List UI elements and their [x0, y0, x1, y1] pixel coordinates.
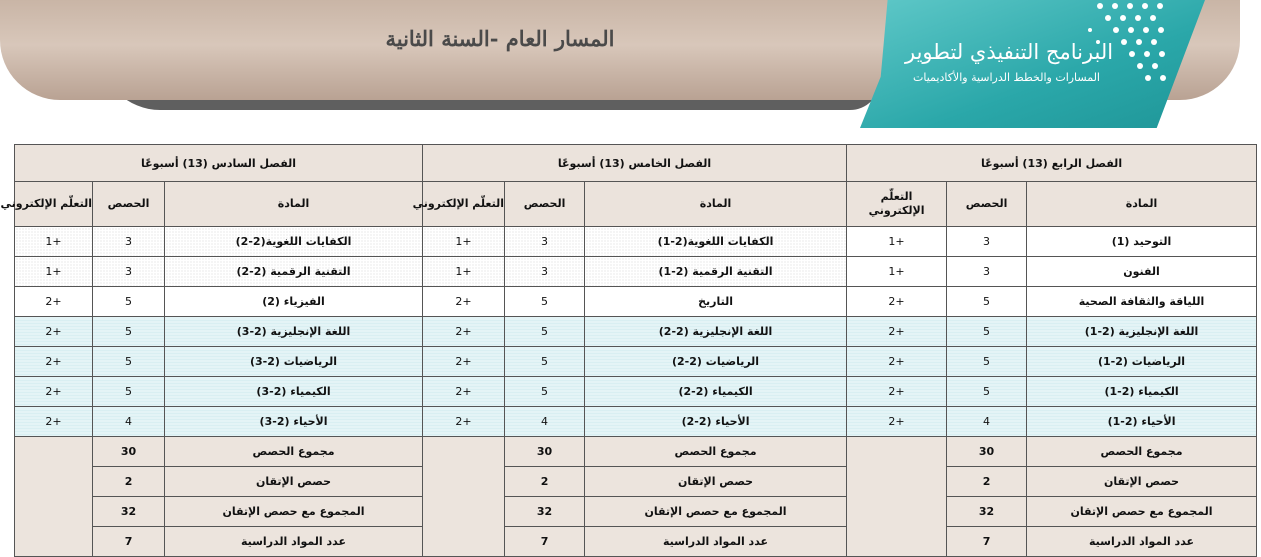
s6-subject-header: المادة: [165, 182, 423, 227]
s4-elearn: +1: [847, 227, 947, 257]
s5-periods: 5: [505, 377, 585, 407]
s6-summary-label: المجموع مع حصص الإتقان: [165, 497, 423, 527]
s6-periods: 3: [93, 227, 165, 257]
s4-subject: التوحيد (1): [1027, 227, 1257, 257]
s5-elearn: +1: [423, 227, 505, 257]
s5-periods: 4: [505, 407, 585, 437]
s5-elearn: +2: [423, 377, 505, 407]
table-row: [15, 407, 1257, 437]
s6-subject: التقنية الرقمية (2-2): [165, 257, 423, 287]
s5-periods-header: الحصص: [505, 182, 585, 227]
s5-summary-label: المجموع مع حصص الإتقان: [585, 497, 847, 527]
s4-summary-label: مجموع الحصص: [1027, 437, 1257, 467]
s6-elearn: +2: [15, 407, 93, 437]
s4-subject: اللياقة والثقافة الصحية: [1027, 287, 1257, 317]
summary-row: [15, 437, 1257, 467]
s5-elearn: +2: [423, 347, 505, 377]
s5-summary-label: عدد المواد الدراسية: [585, 527, 847, 557]
logo-subtitle: المسارات والخطط الدراسية والأكاديميات: [913, 71, 1100, 84]
s6-subject: الكيمياء (2-3): [165, 377, 423, 407]
s5-elearn-header: التعلّم الإلكتروني: [423, 182, 505, 227]
semester-4-title: الفصل الرابع (13) أسبوعًا: [847, 145, 1257, 182]
s5-periods: 5: [505, 317, 585, 347]
s5-subject: الكيمياء (2-2): [585, 377, 847, 407]
semester-6-title: الفصل السادس (13) أسبوعًا: [15, 145, 423, 182]
s6-summary-value: 30: [93, 437, 165, 467]
table-row: [15, 317, 1257, 347]
s6-summary-label: حصص الإتقان: [165, 467, 423, 497]
column-header-row: [15, 182, 1257, 227]
s4-periods: 5: [947, 377, 1027, 407]
s4-subject: الكيمياء (2-1): [1027, 377, 1257, 407]
s5-subject: اللغة الإنجليزية (2-2): [585, 317, 847, 347]
s5-elearn: +2: [423, 407, 505, 437]
s4-elearn-header-line1: التعلّم: [880, 190, 913, 203]
s6-elearn: +1: [15, 257, 93, 287]
s5-summary-blank: [423, 437, 505, 557]
s5-summary-value: 7: [505, 527, 585, 557]
s4-summary-blank: [847, 437, 947, 557]
s6-subject: اللغة الإنجليزية (2-3): [165, 317, 423, 347]
semester-5-title: الفصل الخامس (13) أسبوعًا: [423, 145, 847, 182]
s5-elearn: +2: [423, 287, 505, 317]
s5-subject: التقنية الرقمية (2-1): [585, 257, 847, 287]
s4-periods: 4: [947, 407, 1027, 437]
s4-elearn: +2: [847, 317, 947, 347]
s4-periods: 3: [947, 257, 1027, 287]
s4-elearn: +1: [847, 257, 947, 287]
s6-summary-value: 32: [93, 497, 165, 527]
s5-periods: 5: [505, 347, 585, 377]
s5-periods: 5: [505, 287, 585, 317]
s4-periods: 5: [947, 347, 1027, 377]
s6-subject: الرياضيات (2-3): [165, 347, 423, 377]
s6-elearn: +1: [15, 227, 93, 257]
s4-periods: 3: [947, 227, 1027, 257]
s4-elearn: +2: [847, 377, 947, 407]
table-row: [15, 257, 1257, 287]
s5-summary-value: 30: [505, 437, 585, 467]
s6-periods-header: الحصص: [93, 182, 165, 227]
s6-summary-label: مجموع الحصص: [165, 437, 423, 467]
s5-subject: التاريخ: [585, 287, 847, 317]
summary-row: [15, 527, 1257, 557]
table-row: [15, 227, 1257, 257]
table-row: [15, 347, 1257, 377]
s4-summary-label: المجموع مع حصص الإتقان: [1027, 497, 1257, 527]
page-title: المسار العام -السنة الثانية: [385, 26, 615, 51]
s5-elearn: +1: [423, 257, 505, 287]
s6-summary-value: 2: [93, 467, 165, 497]
s6-subject: الأحياء (2-3): [165, 407, 423, 437]
s4-subject: الفنون: [1027, 257, 1257, 287]
s6-periods: 3: [93, 257, 165, 287]
logo-title: البرنامج التنفيذي لتطوير: [905, 40, 1114, 64]
s4-subject: اللغة الإنجليزية (2-1): [1027, 317, 1257, 347]
s4-periods: 5: [947, 317, 1027, 347]
s5-subject: الأحياء (2-2): [585, 407, 847, 437]
s5-subject-header: المادة: [585, 182, 847, 227]
s6-periods: 5: [93, 377, 165, 407]
s4-elearn: +2: [847, 347, 947, 377]
s6-subject: الفيزياء (2): [165, 287, 423, 317]
s4-subject: الرياضيات (2-1): [1027, 347, 1257, 377]
s5-periods: 3: [505, 257, 585, 287]
header-banner: [0, 0, 1261, 130]
s6-summary-label: عدد المواد الدراسية: [165, 527, 423, 557]
s4-summary-label: عدد المواد الدراسية: [1027, 527, 1257, 557]
s6-elearn: +2: [15, 377, 93, 407]
s5-summary-label: حصص الإتقان: [585, 467, 847, 497]
table-row: [15, 287, 1257, 317]
s4-elearn: +2: [847, 407, 947, 437]
s6-periods: 4: [93, 407, 165, 437]
s4-summary-value: 2: [947, 467, 1027, 497]
s4-subject-header: المادة: [1027, 182, 1257, 227]
table-row: [15, 377, 1257, 407]
s4-summary-value: 7: [947, 527, 1027, 557]
s4-periods-header: الحصص: [947, 182, 1027, 227]
s4-elearn-header-line2: الإلكتروني: [868, 204, 925, 217]
s4-elearn-header: [847, 182, 947, 227]
s5-subject: الكفايات اللغوية(2-1): [585, 227, 847, 257]
study-plan-table: [0, 144, 1257, 557]
s6-periods: 5: [93, 317, 165, 347]
s6-elearn: +2: [15, 317, 93, 347]
s4-summary-label: حصص الإتقان: [1027, 467, 1257, 497]
s5-elearn: +2: [423, 317, 505, 347]
s6-subject: الكفايات اللغوية(2-2): [165, 227, 423, 257]
s6-elearn-header: التعلّم الإلكتروني: [15, 182, 93, 227]
s6-elearn: +2: [15, 347, 93, 377]
s4-subject: الأحياء (2-1): [1027, 407, 1257, 437]
s4-summary-value: 30: [947, 437, 1027, 467]
s6-summary-blank: [15, 437, 93, 557]
s6-periods: 5: [93, 347, 165, 377]
summary-row: [15, 467, 1257, 497]
semester-header-row: [15, 145, 1257, 182]
s4-summary-value: 32: [947, 497, 1027, 527]
s6-summary-value: 7: [93, 527, 165, 557]
s4-elearn: +2: [847, 287, 947, 317]
s5-summary-label: مجموع الحصص: [585, 437, 847, 467]
s5-summary-value: 32: [505, 497, 585, 527]
s6-periods: 5: [93, 287, 165, 317]
s5-subject: الرياضيات (2-2): [585, 347, 847, 377]
s5-summary-value: 2: [505, 467, 585, 497]
s5-periods: 3: [505, 227, 585, 257]
summary-row: [15, 497, 1257, 527]
s6-elearn: +2: [15, 287, 93, 317]
s4-periods: 5: [947, 287, 1027, 317]
